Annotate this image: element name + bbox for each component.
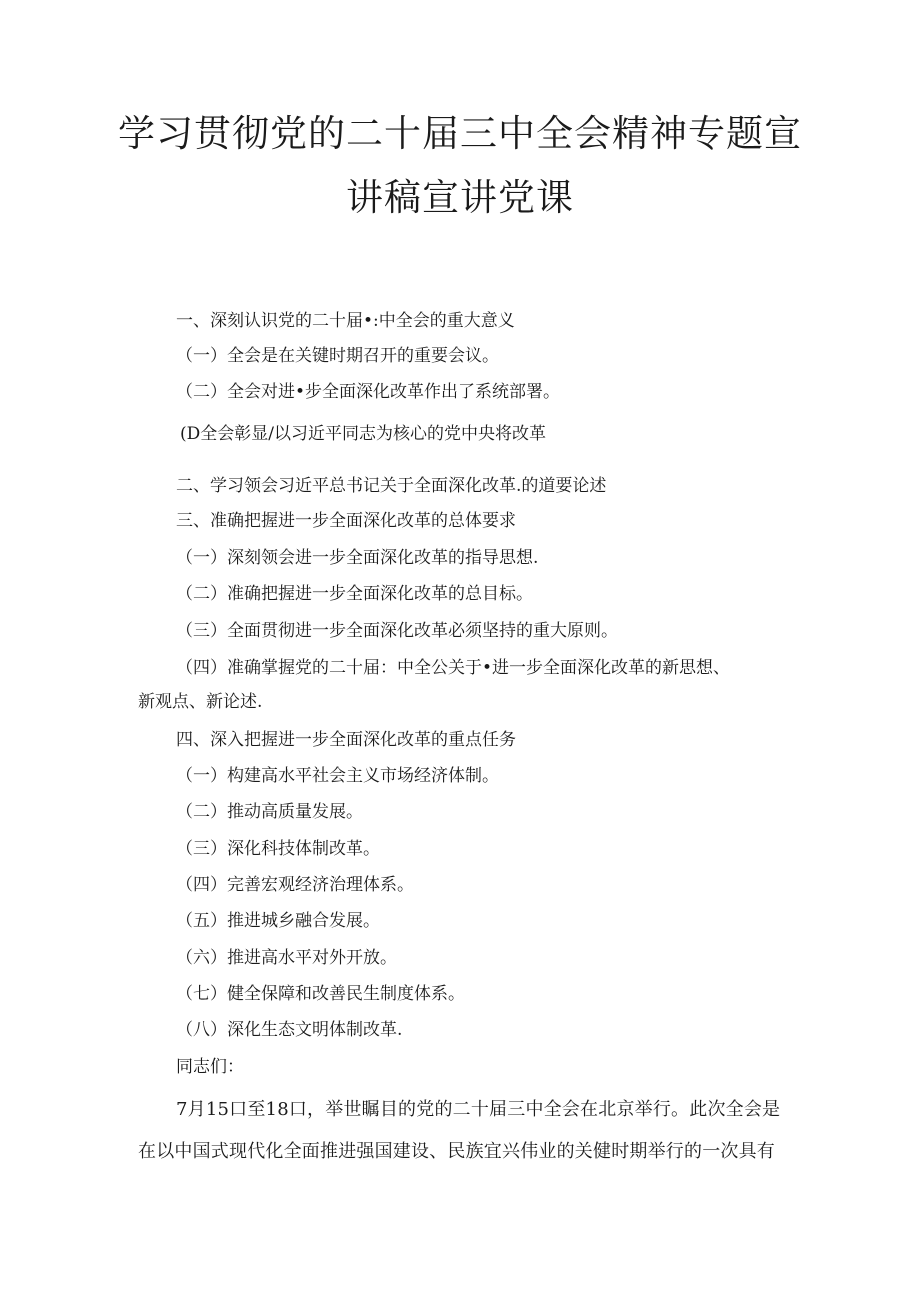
- section-heading-4: 四、深入把握进一步全面深化改革的重点任务: [176, 730, 516, 750]
- document-title-line-1: 学习贯彻党的二十届三中全会精神专题宣: [118, 112, 802, 155]
- outline-item: （一）构建高水平社会主义市场经济体制。: [176, 766, 499, 786]
- outline-item: （五）推进城乡融合发展。: [176, 911, 380, 931]
- body-paragraph-line: 在以中国式现代化全面推进强国建设、民族宜兴伟业的关健时期举行的一次具有: [138, 1141, 775, 1162]
- outline-item: （二）全会对进•步全面深化改革作出了系统部署。: [176, 382, 561, 402]
- document-title-line-2: 讲稿宣讲党课: [346, 176, 574, 219]
- outline-item: （六）推进高水平对外开放。: [176, 948, 397, 968]
- outline-item: （二）准确把握进一步全面深化改革的总目标。: [176, 584, 533, 604]
- outline-item: （二）推动高质量发展。: [176, 802, 363, 822]
- outline-item: （三）全面贯彻进一步全面深化改革必须坚持的重大原则。: [176, 621, 618, 641]
- outline-item: （三）深化科技体制改革。: [176, 839, 380, 859]
- outline-item: （四）准确掌握党的二十届：中全公关于•进一步全面深化改革的新思想、: [176, 658, 731, 678]
- outline-item: （八）深化生态文明体制改革.: [176, 1020, 403, 1040]
- outline-item-continuation: 新观点、新论述.: [138, 692, 263, 712]
- salutation: 同志们：: [176, 1057, 244, 1077]
- outline-item: (D全会彰显/以习近平同志为核心的党中央将改革: [180, 424, 546, 444]
- section-heading-1: 一、深刻认识党的二十届•:中全会的重大意义: [176, 311, 515, 331]
- section-heading-2: 二、学习领会习近平总书记关于全面深化改革.的道要论述: [176, 476, 607, 496]
- body-paragraph-line: 7月15口至18口，举世瞩目的党的二十届三中全会在北京举行。此次全会是: [176, 1099, 781, 1120]
- section-heading-3: 三、准确把握进一步全面深化改革的总体要求: [176, 511, 516, 531]
- outline-item: （一）深刻领会进一步全面深化改革的指导思想.: [176, 548, 539, 568]
- outline-item: （一）全会是在关键时期召开的重要会议。: [176, 346, 499, 366]
- outline-item: （四）完善宏观经济治理体系。: [176, 875, 414, 895]
- outline-item: （七）健全保障和改善民生制度体系。: [176, 984, 465, 1004]
